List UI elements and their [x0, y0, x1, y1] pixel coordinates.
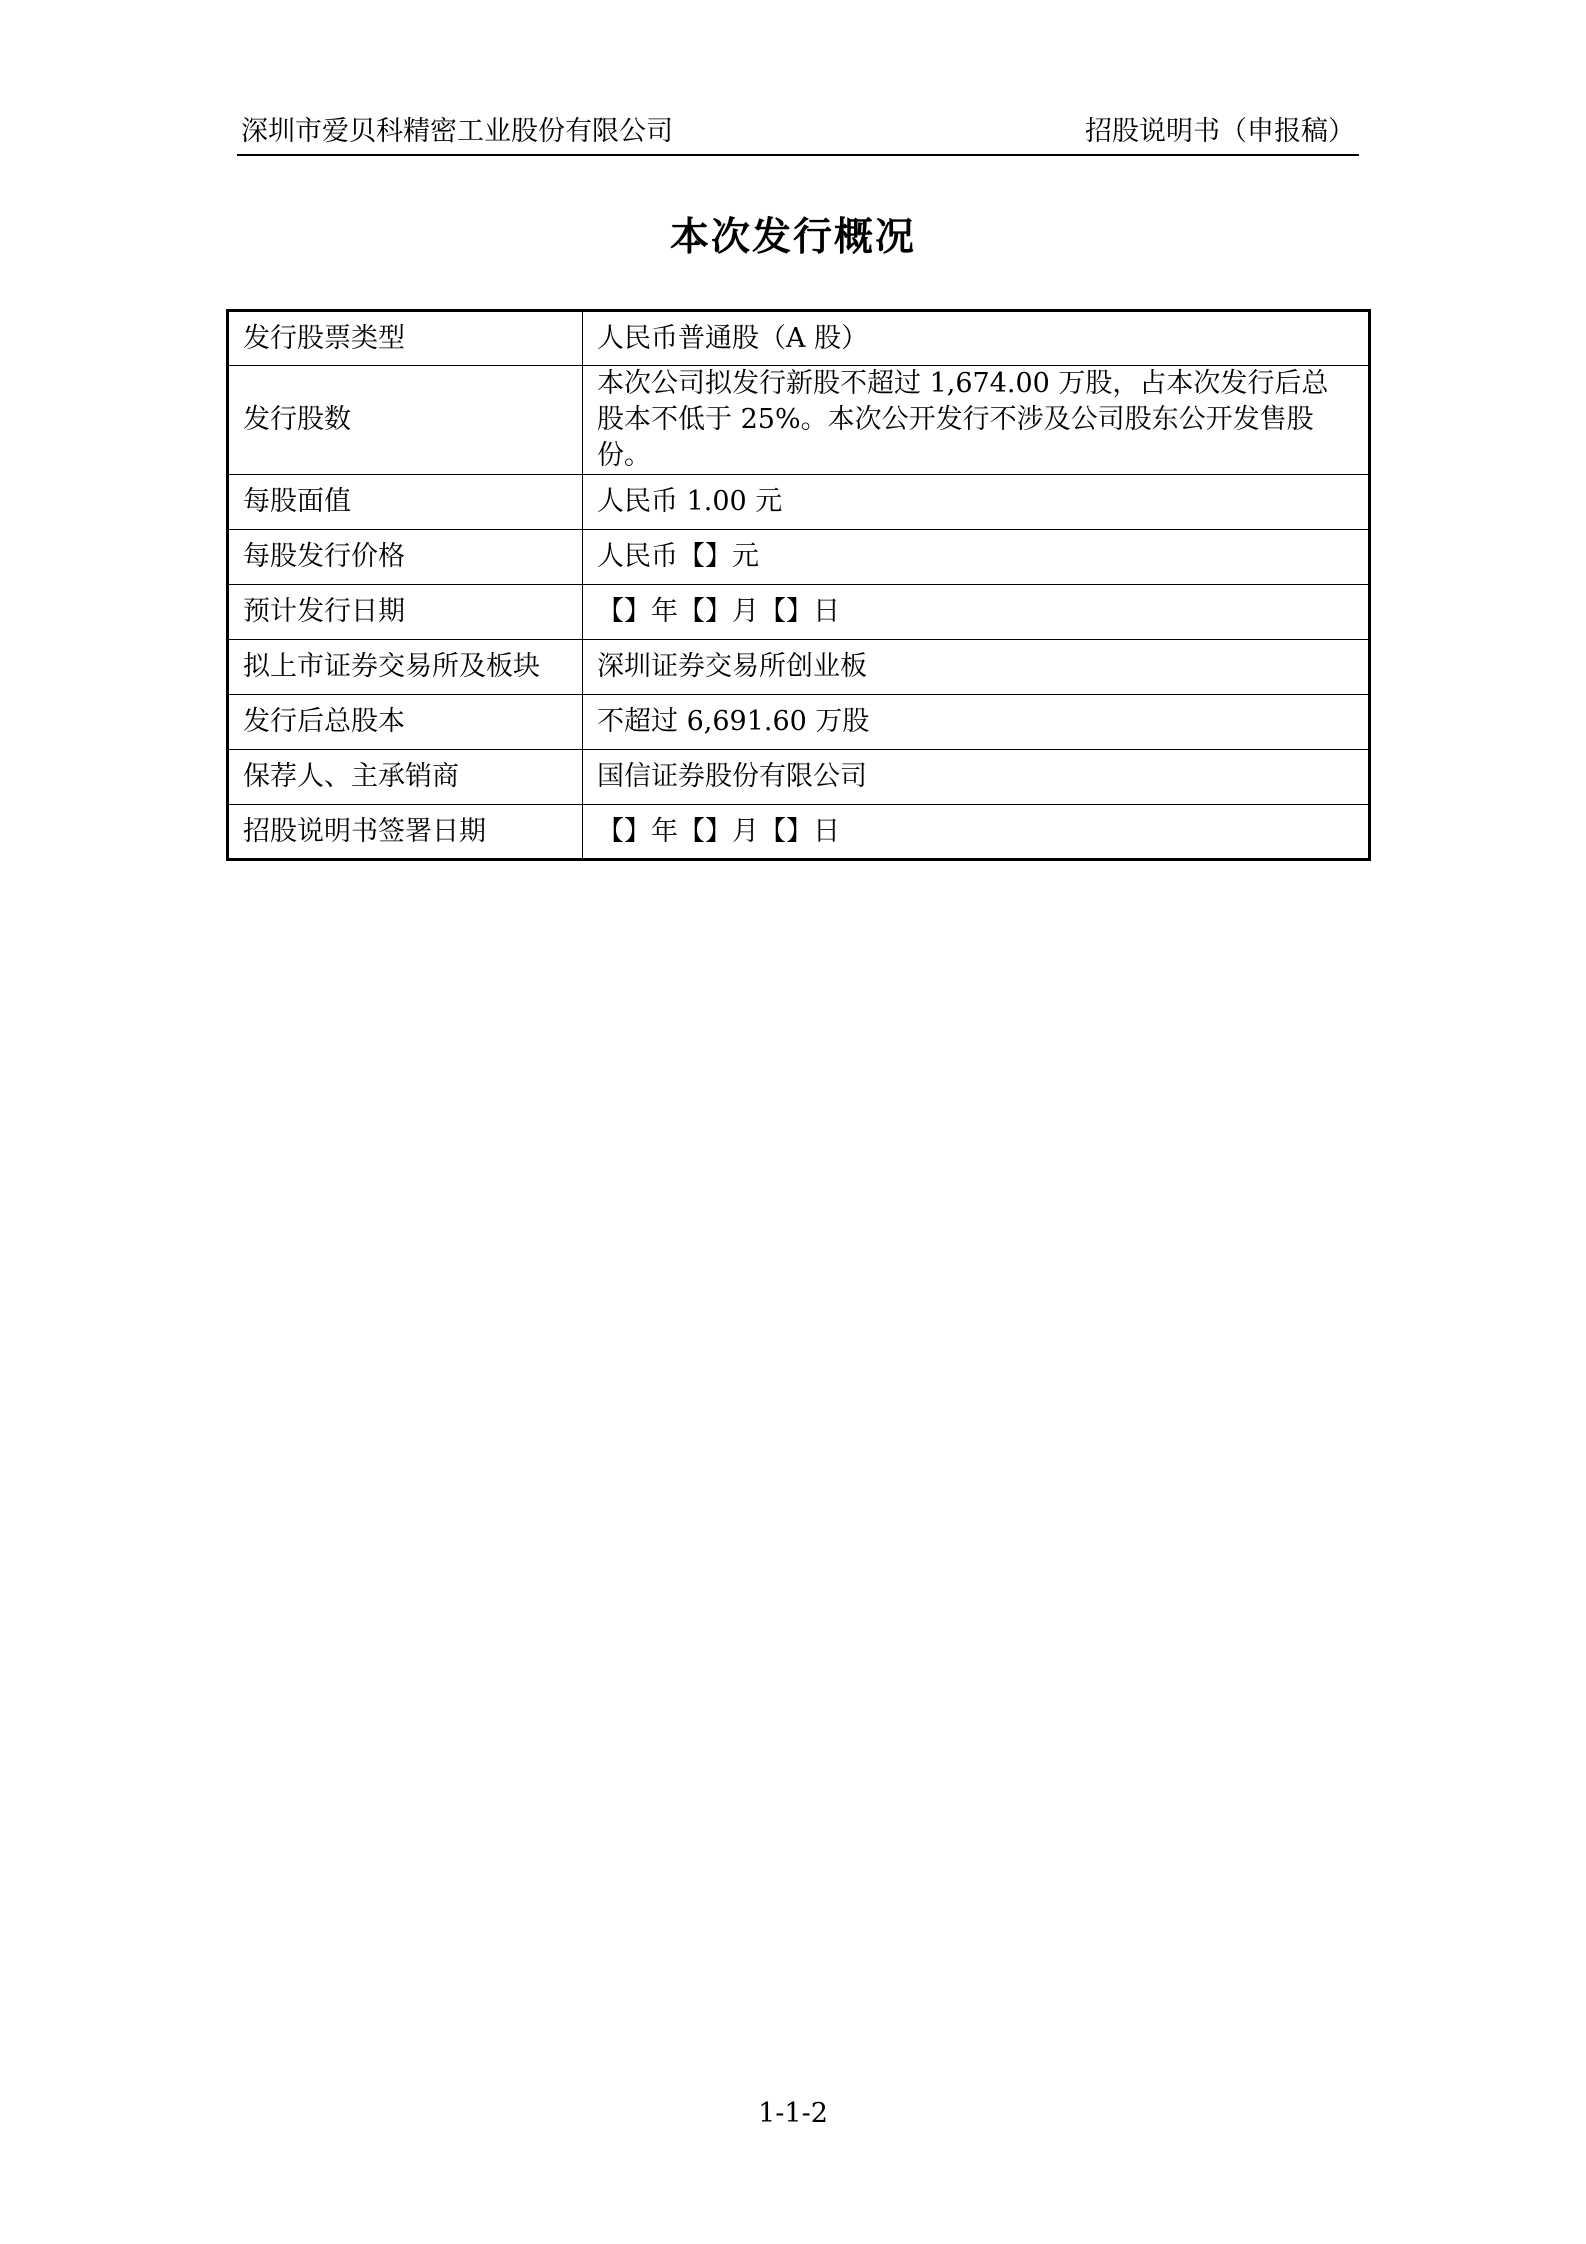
row-value: 本次公司拟发行新股不超过 1,674.00 万股，占本次发行后总股本不低于 25%。本次公开发行不涉及公司股东公开发售股份。: [583, 366, 1370, 475]
table-row: [228, 311, 1370, 366]
running-header: [237, 110, 1359, 156]
page-title: 本次发行概况: [669, 215, 916, 260]
header-document-type: 招股说明书（申报稿）: [1085, 116, 1355, 147]
row-label: 发行股票类型: [228, 311, 583, 366]
row-value: 人民币 1.00 元: [583, 475, 1370, 530]
row-value: 人民币普通股（A 股）: [583, 311, 1370, 366]
row-value: 【】年【】月【】日: [583, 585, 1370, 640]
table-row: [228, 750, 1370, 805]
row-label: 预计发行日期: [228, 585, 583, 640]
row-label: 招股说明书签署日期: [228, 805, 583, 860]
row-label: 每股发行价格: [228, 530, 583, 585]
header-company-name: 深圳市爱贝科精密工业股份有限公司: [241, 116, 673, 147]
row-label: 每股面值: [228, 475, 583, 530]
table-row: [228, 805, 1370, 860]
table-row: [228, 366, 1370, 475]
table-row: [228, 475, 1370, 530]
table-row: [228, 695, 1370, 750]
row-label: 拟上市证券交易所及板块: [228, 640, 583, 695]
table-row: [228, 585, 1370, 640]
row-label: 发行股数: [228, 366, 583, 475]
row-label: 保荐人、主承销商: [228, 750, 583, 805]
row-value: 【】年【】月【】日: [583, 805, 1370, 860]
issuance-overview-table: [226, 309, 1371, 861]
row-value: 人民币【】元: [583, 530, 1370, 585]
row-value: 深圳证券交易所创业板: [583, 640, 1370, 695]
page-number: 1-1-2: [758, 2098, 828, 2129]
row-label: 发行后总股本: [228, 695, 583, 750]
row-value: 不超过 6,691.60 万股: [583, 695, 1370, 750]
table-row: [228, 530, 1370, 585]
row-value: 国信证券股份有限公司: [583, 750, 1370, 805]
table-row: [228, 640, 1370, 695]
